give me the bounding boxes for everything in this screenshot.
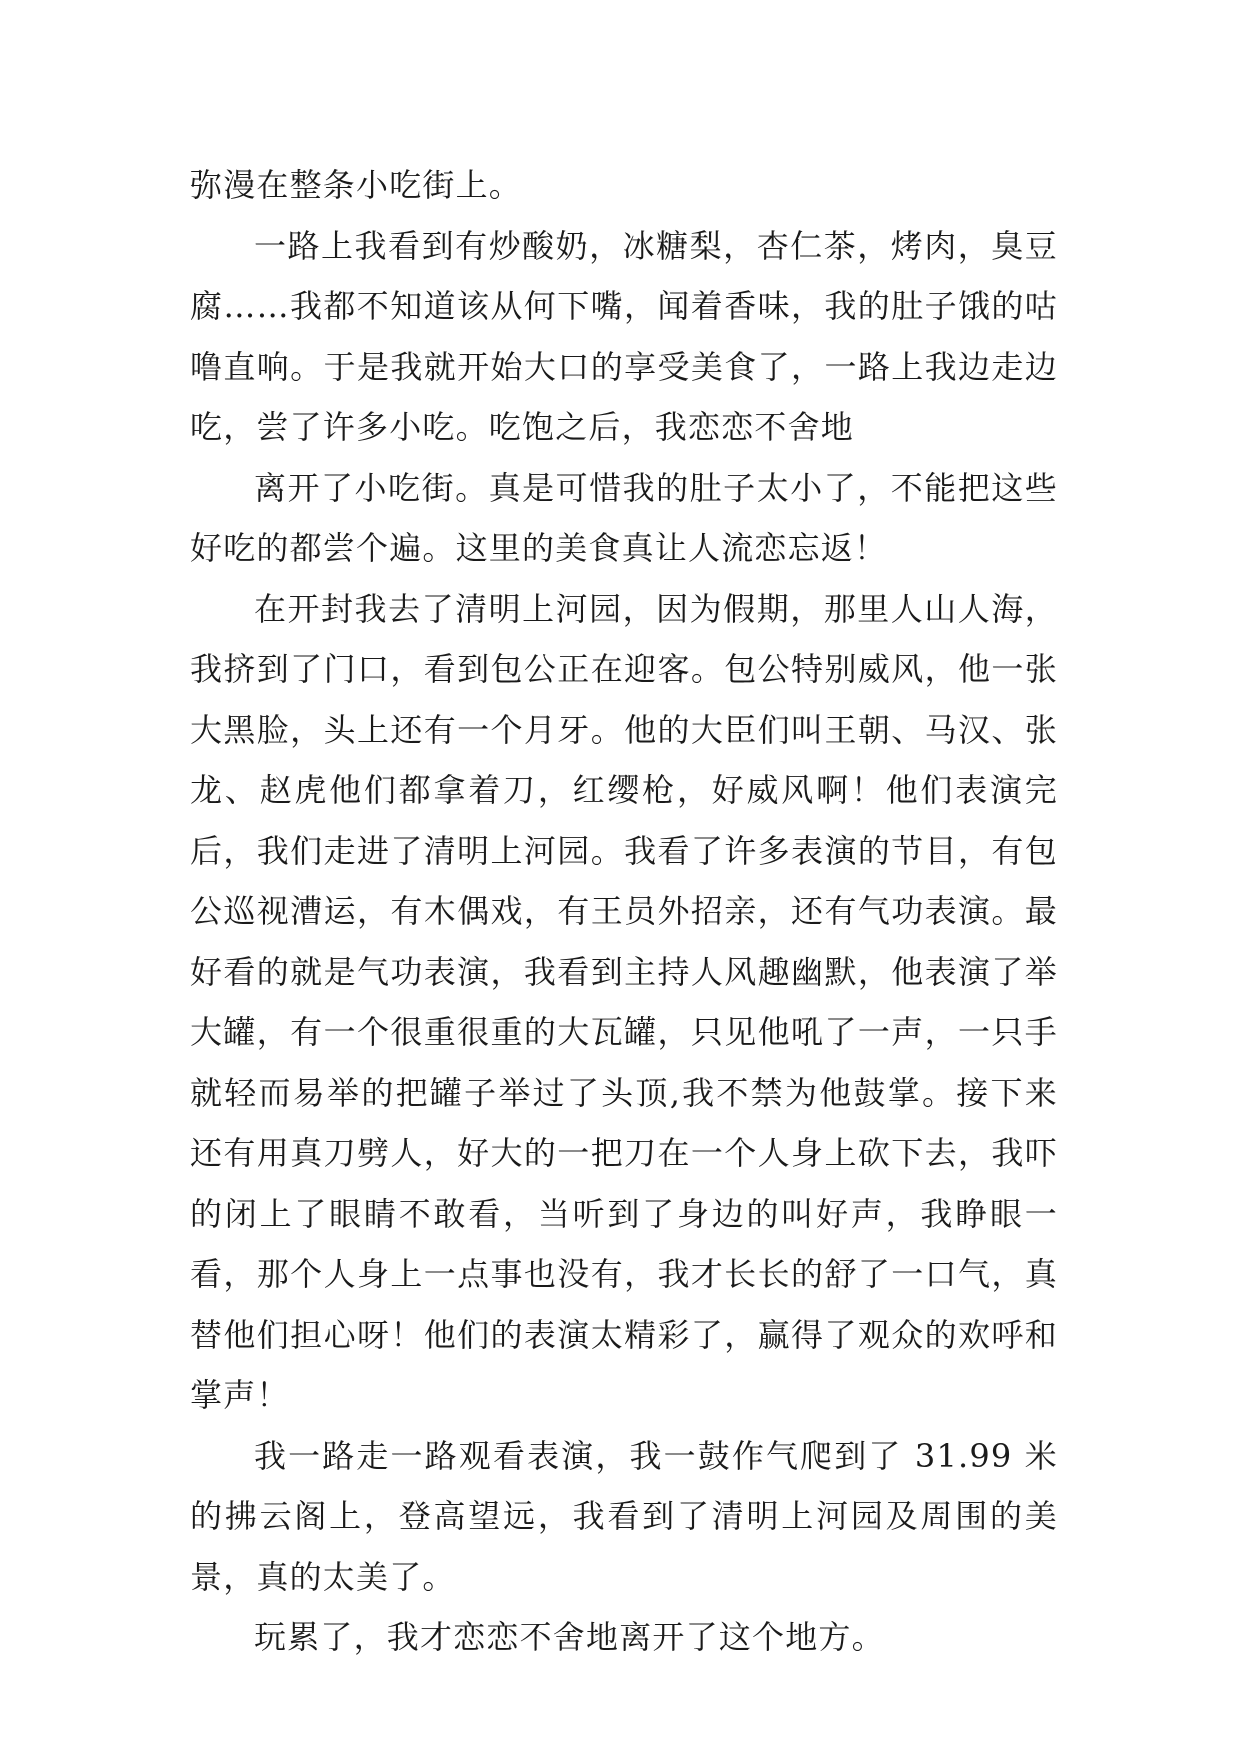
paragraph-2: 一路上我看到有炒酸奶，冰糖梨，杏仁茶，烤肉，臭豆腐……我都不知道该从何下嘴，闻着香味，我的肚子饿的咕噜直响。于是我就开始大口的享受美食了，一路上我边走边吃，尝了许多小吃。吃饱之后，我恋恋不舍地 — [190, 226, 1058, 446]
paragraph-4: 在开封我去了清明上河园，因为假期，那里人山人海，我挤到了门口，看到包公正在迎客。包公特别威风，他一张大黑脸，头上还有一个月牙。他的大臣们叫王朝、马汉、张龙、赵虎他们都拿着刀，红缨枪，好威风啊！他们表演完后，我们走进了清明上河园。我看了许多表演的节目，有包公巡视漕运，有木偶戏，有王员外招亲，还有气功表演。最好看的就是气功表演，我看到主持人风趣幽默，他表演了举大罐，有一个很重很重的大瓦罐，只见他吼了一声，一只手就轻而易举的把罐子举过了头顶,我不禁为他鼓掌。接下来还有用真刀劈人，好大的一把刀在一个人身上砍下去，我吓的闭上了眼睛不敢看，当听到了身边的叫好声，我睁眼一看，那个人身上一点事也没有，我才长长的舒了一口气，真替他们担心呀！他们的表演太精彩了，赢得了观众的欢呼和掌声！ — [190, 589, 1058, 1414]
paragraph-6: 玩累了，我才恋恋不舍地离开了这个地方。 — [254, 1618, 885, 1656]
paragraph-3: 离开了小吃街。真是可惜我的肚子太小了，不能把这些好吃的都尝个遍。这里的美食真让人流恋忘返！ — [190, 468, 1058, 567]
document-body — [190, 155, 1058, 1668]
paragraph-1: 弥漫在整条小吃街上。 — [190, 166, 523, 204]
paragraph-5: 我一路走一路观看表演，我一鼓作气爬到了 31.99 米的拂云阁上，登高望远，我看到了清明上河园及周围的美景，真的太美了。 — [190, 1436, 1058, 1596]
